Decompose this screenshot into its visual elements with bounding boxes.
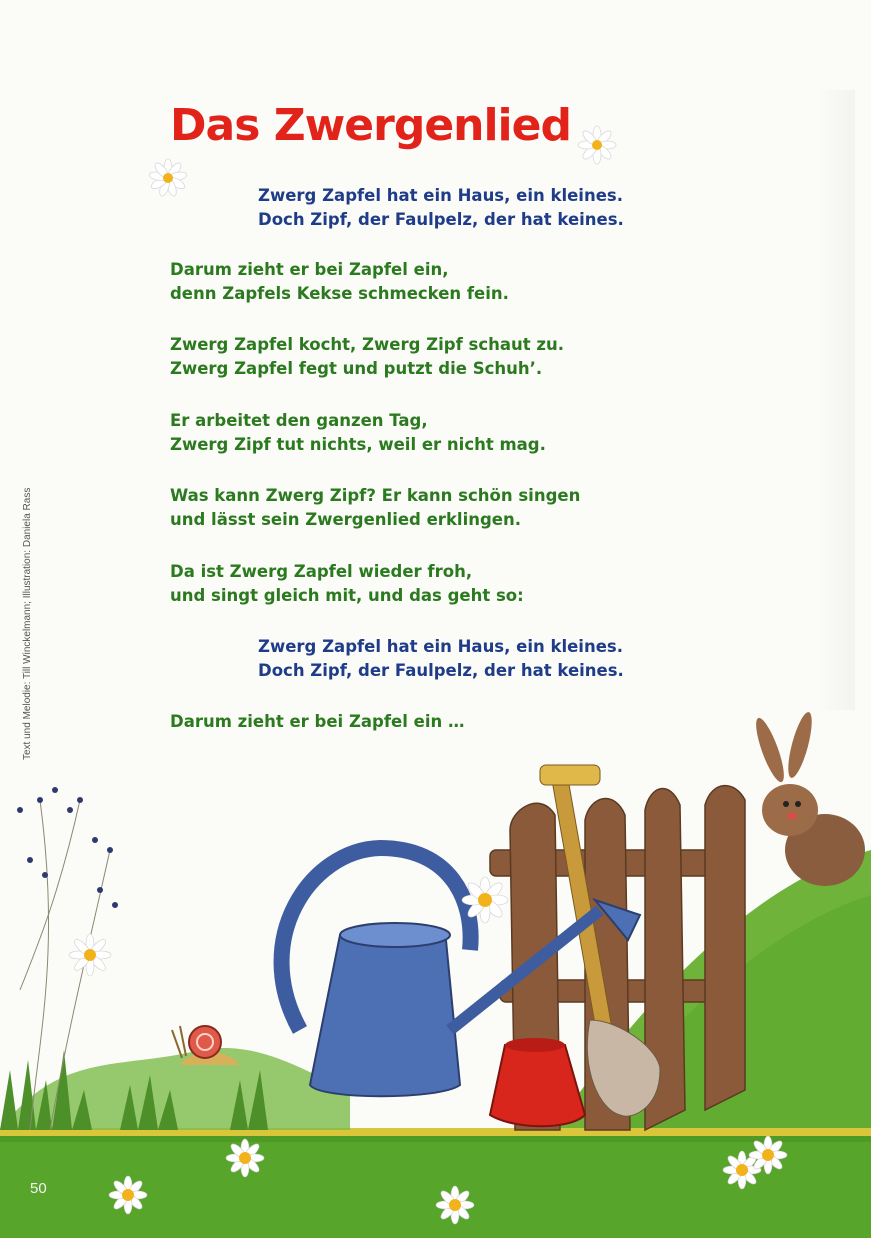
lyric-line: Doch Zipf, der Faulpelz, der hat keines. (258, 210, 624, 229)
daisy-icon (462, 877, 508, 923)
flower-pot-icon (490, 1038, 585, 1126)
credits: Text und Melodie: Till Winckelmann; Illustration: Daniela Rass (22, 487, 33, 760)
lyric-line: Darum zieht er bei Zapfel ein … (170, 712, 465, 731)
daisy-icon (749, 1136, 787, 1174)
lyric-line: Da ist Zwerg Zapfel wieder froh, (170, 562, 473, 581)
lyric-line: Zwerg Zapfel hat ein Haus, ein kleines. (258, 637, 623, 656)
lyric-line: und lässt sein Zwergenlied erklingen. (170, 510, 521, 529)
lyric-line: Zwerg Zapfel kocht, Zwerg Zipf schaut zu. (170, 335, 564, 354)
rabbit-icon (751, 710, 865, 886)
lyric-line: Darum zieht er bei Zapfel ein, (170, 260, 449, 279)
page-number: 50 (30, 1180, 47, 1197)
daisy-icon (109, 1176, 147, 1214)
stanza-5 (170, 484, 580, 532)
daisy-icon (436, 1186, 474, 1224)
lyric-line: Zwerg Zipf tut nichts, weil er nicht mag. (170, 435, 546, 454)
lyric-line: und singt gleich mit, und das geht so: (170, 586, 524, 605)
stanza-4 (170, 409, 546, 457)
song-title: Das Zwergenlied (170, 100, 571, 151)
lyric-line: Zwerg Zapfel fegt und putzt die Schuh’. (170, 359, 543, 378)
garden-illustration (0, 690, 871, 1238)
daisy-icon (577, 125, 617, 165)
daisy-icon (226, 1139, 264, 1177)
daisy-icon (69, 934, 111, 976)
stanza-1 (258, 184, 624, 232)
stanza-2 (170, 258, 509, 306)
daisy-icon (148, 158, 188, 198)
lyric-line: Doch Zipf, der Faulpelz, der hat keines. (258, 661, 624, 680)
lyric-line: Was kann Zwerg Zipf? Er kann schön singen (170, 486, 581, 505)
lyric-line: Er arbeitet den ganzen Tag, (170, 411, 428, 430)
stanza-3 (170, 333, 564, 381)
facing-page-shadow (815, 90, 855, 710)
stanza-7 (258, 635, 624, 683)
lyric-line: denn Zapfels Kekse schmecken fein. (170, 284, 509, 303)
stanza-6 (170, 560, 524, 608)
lyric-line: Zwerg Zapfel hat ein Haus, ein kleines. (258, 186, 623, 205)
